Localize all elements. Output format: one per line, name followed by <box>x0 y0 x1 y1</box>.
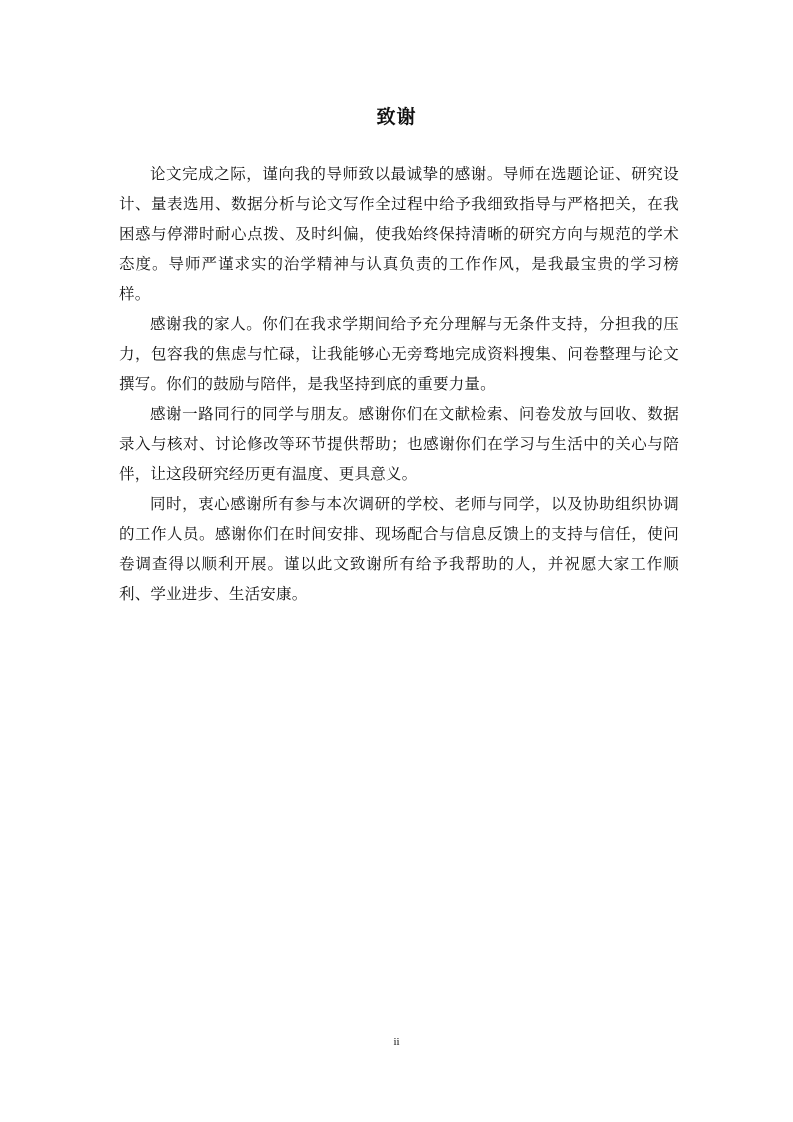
paragraph-participants: 同时，衷心感谢所有参与本次调研的学校、老师与同学，以及协助组织协调的工作人员。感谢你们在时间安排、现场配合与信息反馈上的支持与信任，使问卷调查得以顺利开展。谨以此文致谢所有给予我帮助的人，并祝愿大家工作顺利、学业进步、生活安康。 <box>119 495 679 603</box>
paragraph-advisor: 论文完成之际，谨向我的导师致以最诚挚的感谢。导师在选题论证、研究设计、量表选用、数据分析与论文写作全过程中给予我细致指导与严格把关，在我困惑与停滞时耐心点拨、及时纠偏，使我始终保持清晰的研究方向与规范的学术态度。导师严谨求实的治学精神与认真负责的工作作风，是我最宝贵的学习榜样。 <box>119 165 679 303</box>
paragraph-family: 感谢我的家人。你们在我求学期间给予充分理解与无条件支持，分担我的压力，包容我的焦虑与忙碌，让我能够心无旁骛地完成资料搜集、问卷整理与论文撰写。你们的鼓励与陪伴，是我坚持到底的重要力量。 <box>119 315 679 393</box>
paragraph-classmates: 感谢一路同行的同学与朋友。感谢你们在文献检索、问卷发放与回收、数据录入与核对、讨论修改等环节提供帮助；也感谢你们在学习与生活中的关心与陪伴，让这段研究经历更有温度、更具意义。 <box>119 405 679 483</box>
acknowledgements-body <box>119 159 679 609</box>
page-number: ii <box>393 1036 400 1048</box>
page-title: 致谢 <box>376 106 417 128</box>
